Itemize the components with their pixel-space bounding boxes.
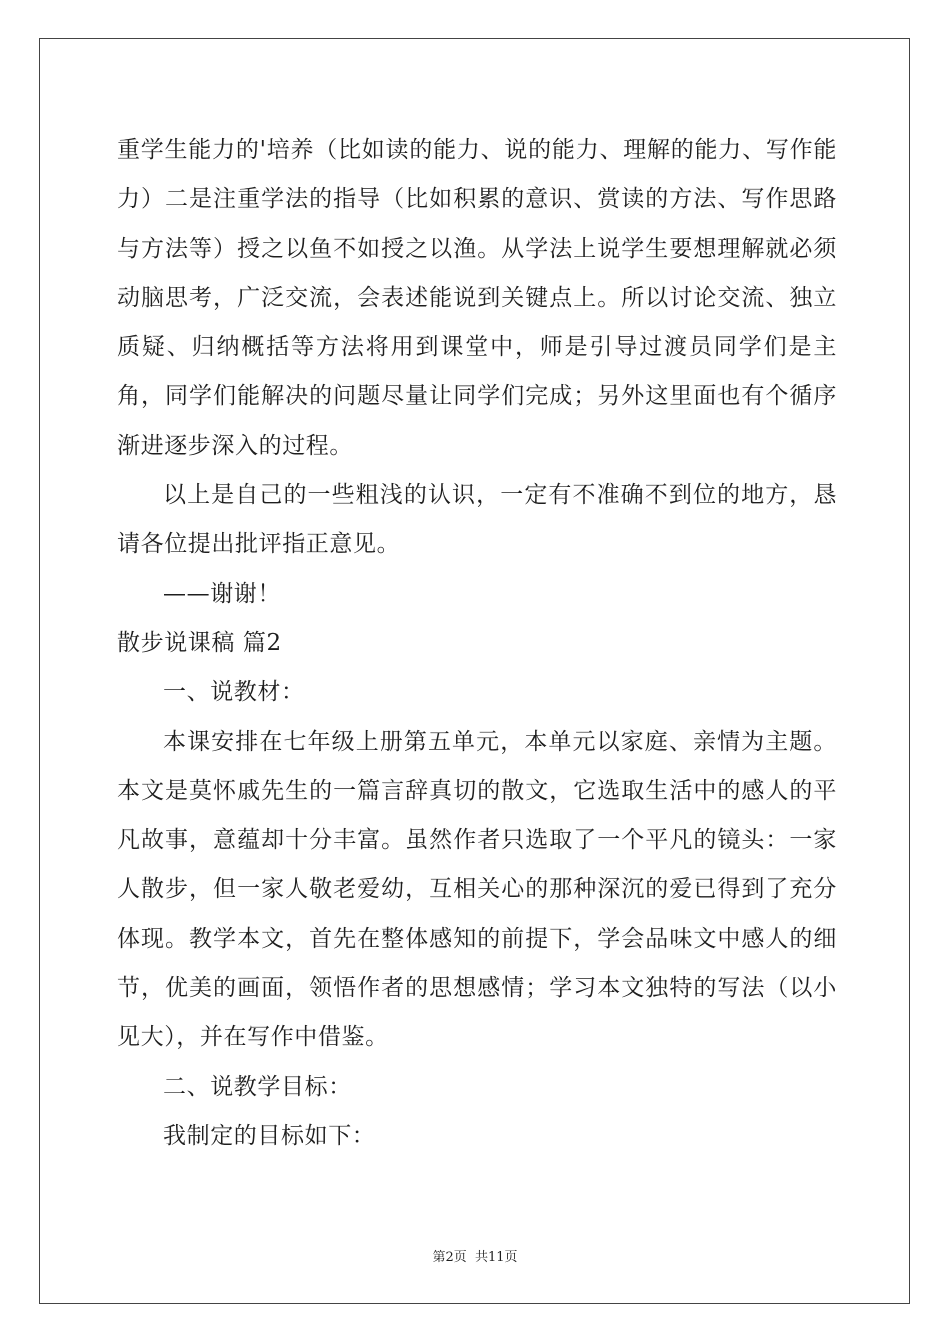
paragraph-thanks: ——谢谢！ bbox=[163, 580, 281, 607]
subheading-objectives: 二、说教学目标： bbox=[163, 1073, 352, 1100]
page-number: 第2页 共11页 bbox=[432, 1250, 518, 1265]
paragraph-objectives: 我制定的目标如下： bbox=[163, 1122, 376, 1149]
paragraph-2: 以上是自己的一些粗浅的认识，一定有不准确不到位的地方，恳请各位提出批评指正意见。 bbox=[117, 482, 837, 558]
section-title: 散步说课稿 篇2 bbox=[117, 629, 282, 656]
paragraph-1: 重学生能力的'培养（比如读的能力、说的能力、理解的能力、写作能力）二是注重学法的指导（比如积累的意识、赏读的方法、写作思路与方法等）授之以鱼不如授之以渔。从学法上说学生要想理解就必须动脑思考，广泛交流，会表述能说到关键点上。所以讨论交流、独立质疑、归纳概括等方法将用到课堂中，师是引导过渡员同学们是主角，同学们能解决的问题尽量让同学们完成；另外这里面也有个循序渐进逐步深入的过程。 bbox=[117, 137, 837, 459]
document-body bbox=[117, 126, 837, 1161]
subheading-textbook: 一、说教材： bbox=[163, 679, 305, 706]
paragraph-textbook: 本课安排在七年级上册第五单元，本单元以家庭、亲情为主题。本文是莫怀戚先生的一篇言辞真切的散文，它选取生活中的感人的平凡故事，意蕴却十分丰富。虽然作者只选取了一个平凡的镜头：一家人散步，但一家人敬老爱幼，互相关心的那种深沉的爱已得到了充分体现。教学本文，首先在整体感知的前提下，学会品味文中感人的细节，优美的画面，领悟作者的思想感情；学习本文独特的写法（以小见大），并在写作中借鉴。 bbox=[117, 728, 837, 1051]
